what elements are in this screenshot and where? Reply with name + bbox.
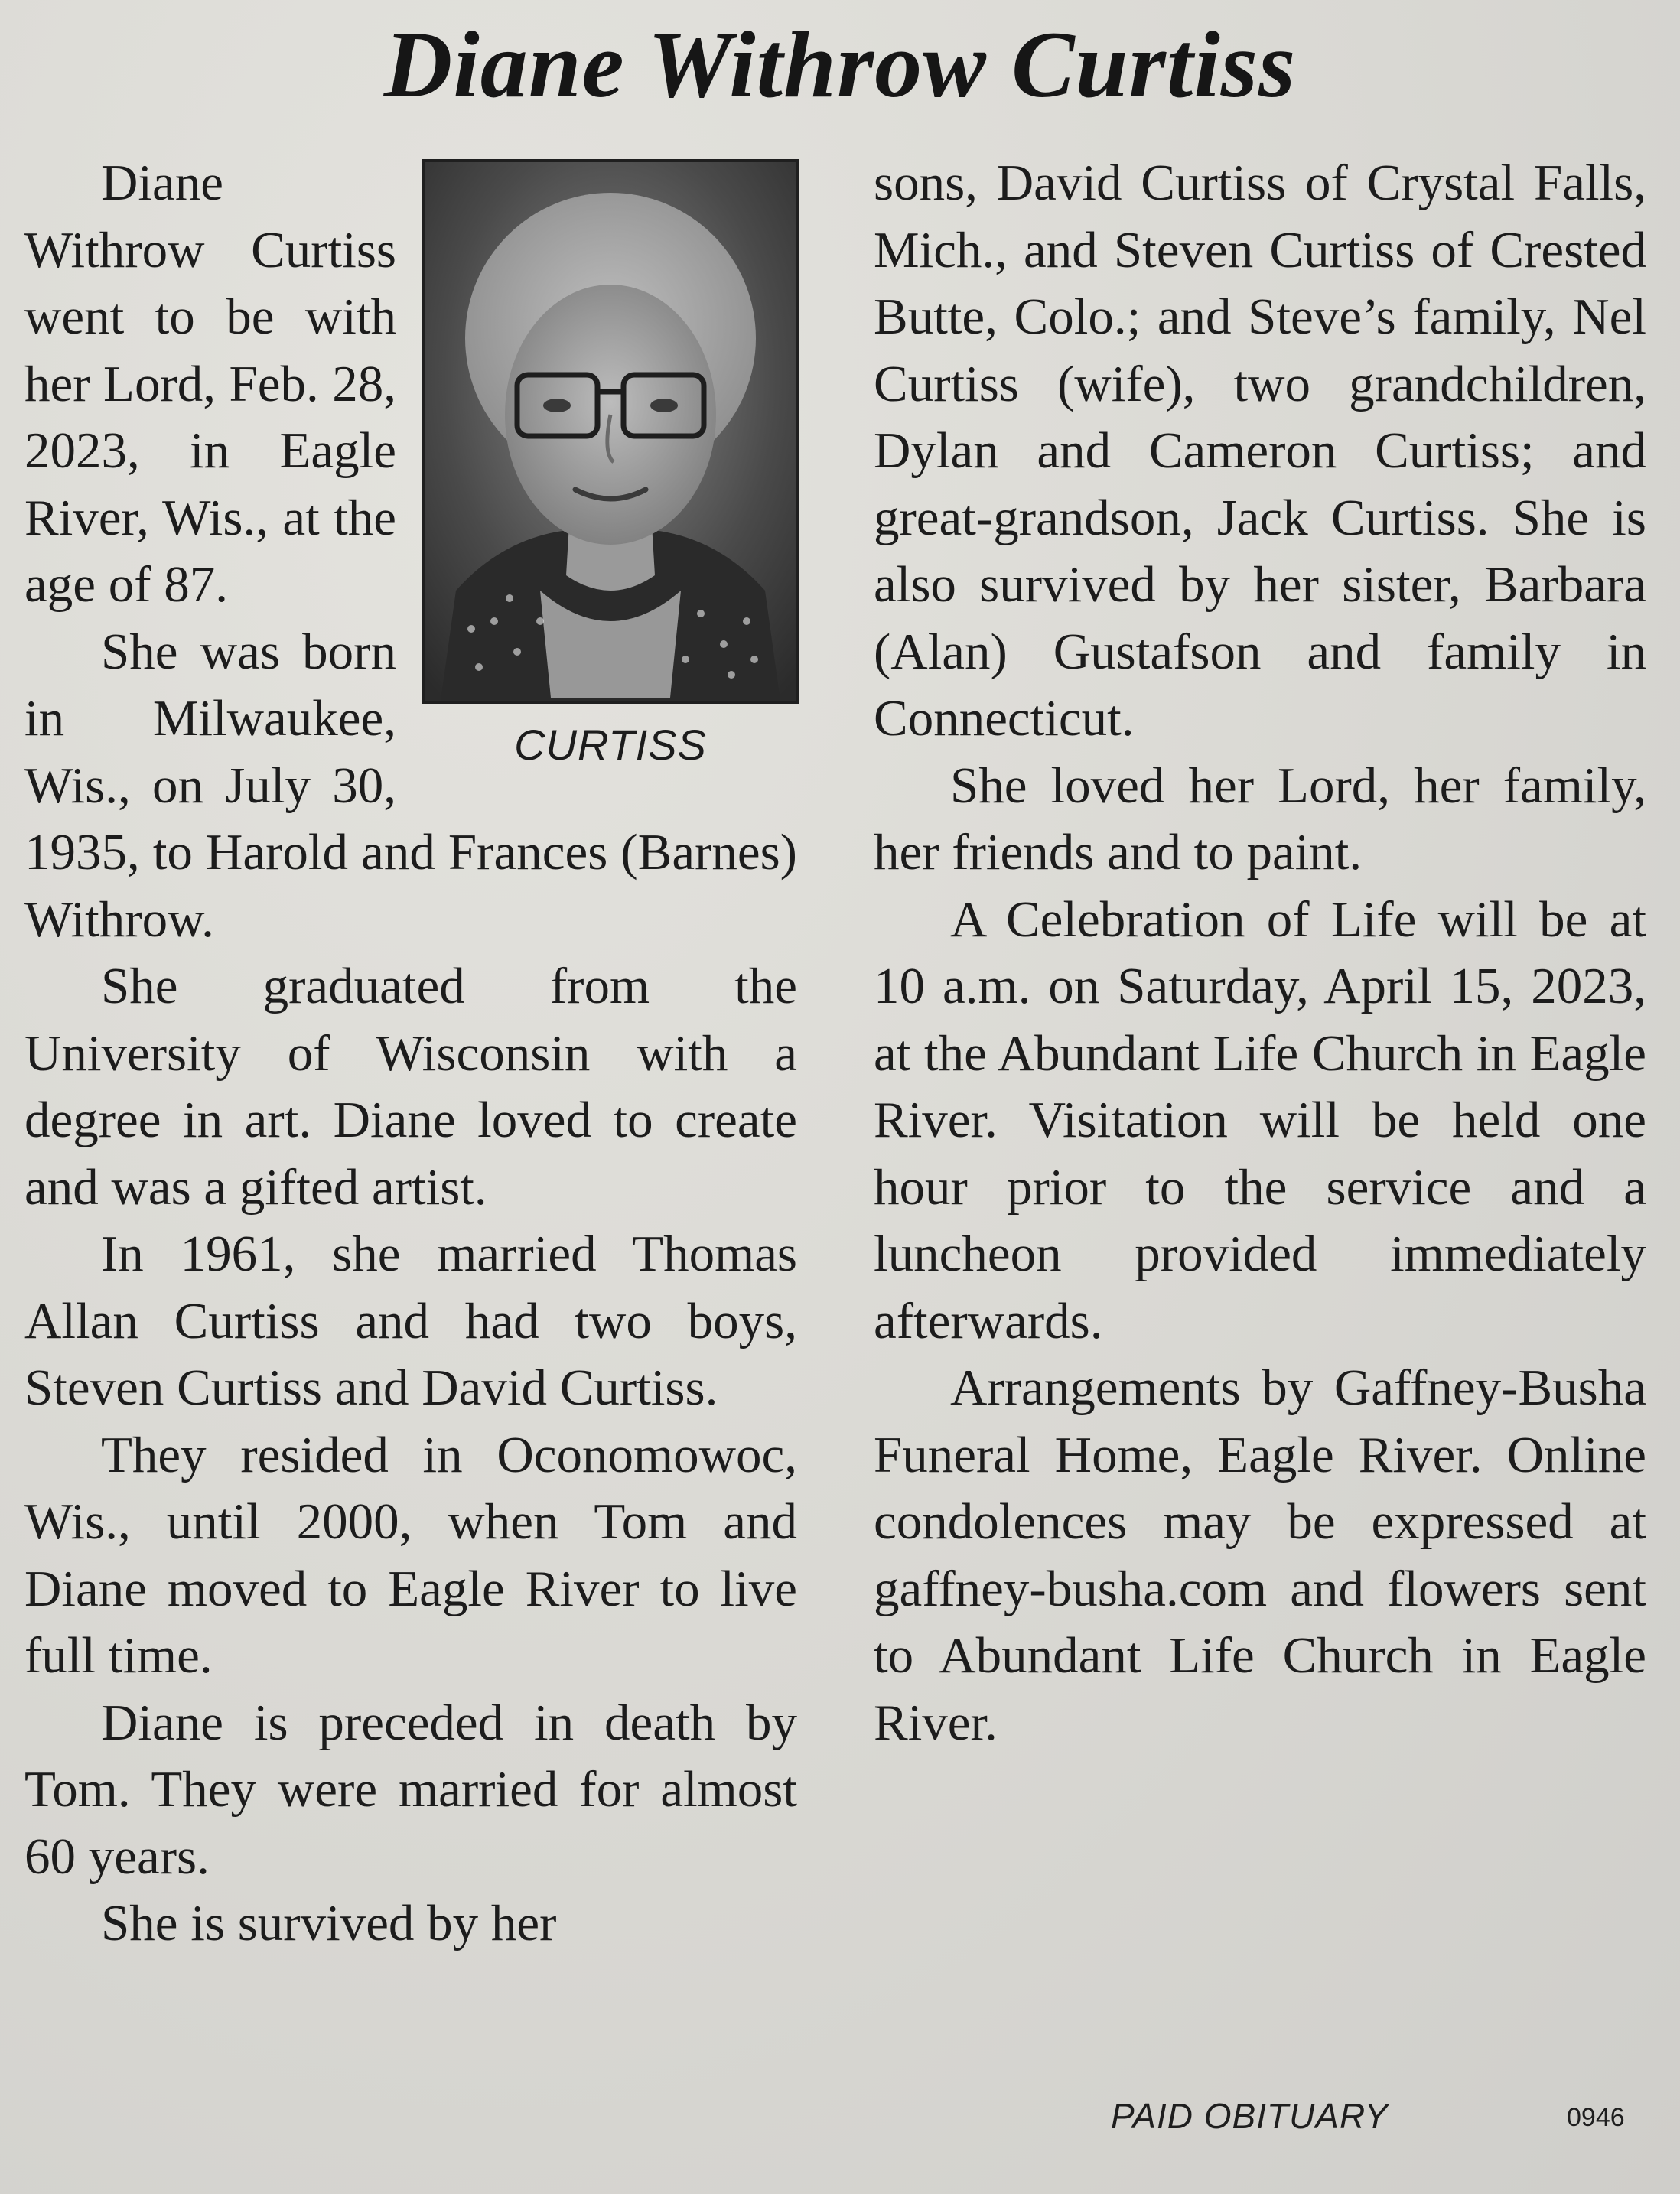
paragraph-survived-start: She is survived by her <box>101 1895 557 1951</box>
portrait-block <box>422 150 801 806</box>
paragraph-residence: They resided in Oconomowoc, Wis., until 2000, when Tom and Diane moved to Eagle River to live full time. <box>24 1426 797 1684</box>
paid-obituary-label: PAID OBITUARY <box>1111 2096 1389 2136</box>
photo-caption: CURTISS <box>514 721 707 769</box>
portrait-photo <box>422 159 799 704</box>
paragraph-survivors: sons, David Curtiss of Crystal Falls, Mich., and Steven Curtiss of Crested Butte, Colo.; and Steve’s family, Nel Curtiss (wife), two grandchildren, Dylan and Cameron Curtiss; and great-grandson, Jack Curtiss. She is also survived by her sister, Barbara (Alan) Gustafson and family in Connecticut. <box>874 155 1646 747</box>
portrait-image <box>425 162 796 701</box>
left-column <box>24 150 797 1958</box>
paragraph-arrangements: Arrangements by Gaffney-Busha Funeral Home, Eagle River. Online condolences may be expressed at gaffney-busha.com and flowers sent to Abundant Life Church in Eagle River. <box>874 1359 1646 1751</box>
paragraph-marriage: In 1961, she married Thomas Allan Curtiss and had two boys, Steven Curtiss and David Curtiss. <box>24 1226 797 1416</box>
ad-code: 0946 <box>1567 2103 1625 2132</box>
paragraph-birth: She was born in Milwaukee, Wis., on July 30, 1935, to Harold and Frances (Barnes) Withrow. <box>24 623 797 948</box>
paragraph-preceded: Diane is preceded in death by Tom. They were married for almost 60 years. <box>24 1694 797 1885</box>
paragraph-celebration: A Celebration of Life will be at 10 a.m. on Saturday, April 15, 2023, at the Abundant Life Church in Eagle River. Visitation will be held one hour prior to the service and a luncheon provided immediately afterwards. <box>874 890 1646 1349</box>
paragraph-loves: She loved her Lord, her family, her friends and to paint. <box>874 757 1646 881</box>
paragraph-death: Diane Withrow Curtiss went to be with her Lord, Feb. 28, 2023, in Eagle River, Wis., at the age of 87. <box>24 155 396 613</box>
paragraph-education: She graduated from the University of Wisconsin with a degree in art. Diane loved to create and was a gifted artist. <box>24 958 797 1216</box>
obituary-title: Diane Withrow Curtiss <box>383 12 1297 117</box>
right-column <box>874 150 1646 1756</box>
